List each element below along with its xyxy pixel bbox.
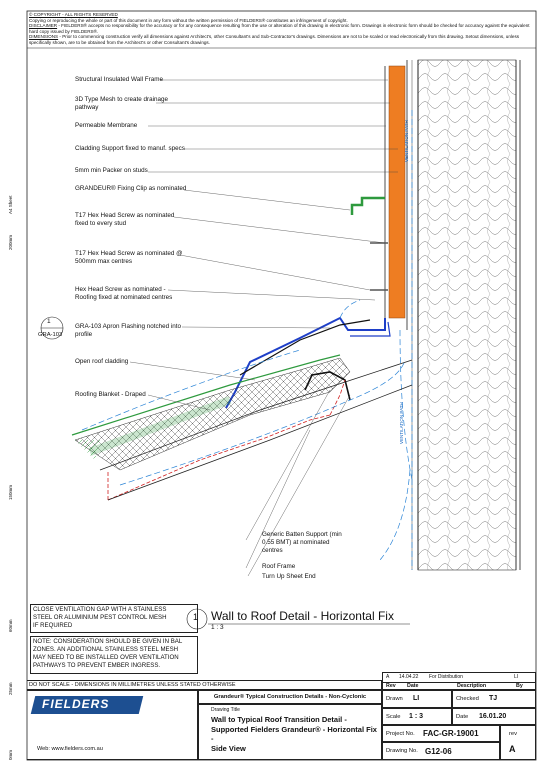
rev-row-by: LI <box>514 674 519 680</box>
drawing-title-line3: Side View <box>211 743 246 753</box>
ruler-0mm: 0mm <box>8 750 13 760</box>
fixing-clip <box>352 198 385 215</box>
logo-block <box>27 690 198 760</box>
ruler-200mm: 200mm <box>8 234 13 250</box>
rev-row-rev: A <box>386 674 390 680</box>
label-fixing-clip: GRANDEUR® Fixing Clip as nominated <box>75 185 187 192</box>
label-cladding-support: Cladding Support fixed to manuf. specs <box>75 145 185 152</box>
drawing-title-line1: Wall to Typical Roof Transition Detail - <box>211 715 347 724</box>
label-open-roof: Open roof cladding <box>75 358 129 365</box>
label-structural-frame: Structural Insulated Wall Frame <box>75 76 163 83</box>
drawing-no-cell: Drawing No. G12-06 <box>382 742 500 760</box>
label-t17-screw-centres: T17 Hex Head Screw as nominated @ <box>75 250 183 257</box>
label-batten-3: centres <box>262 547 283 554</box>
rev-head-date: Date <box>407 683 419 689</box>
drawing-title-block: Drawing Title Wall to Typical Roof Transition Detail - Supported Fielders Grandeur® - Horizontal Fix - Side View <box>198 704 382 760</box>
rev-head-rev: Rev <box>386 683 396 689</box>
vent-path-label-bottom: VENTILATION PATH <box>399 402 404 444</box>
vent-path-label-top: VENTILATION PATH <box>404 120 409 162</box>
checked-cell: Checked TJ <box>452 690 536 708</box>
label-packer: 5mm min Packer on studs <box>75 167 148 174</box>
series-title: Grandeur® Typical Construction Details - Non-Cyclonic <box>198 690 382 704</box>
copyright-line: Copying or reproducing the whole or part of this document in any form without the written permission of FIELDERS® constitutes an infringement of copyright. <box>29 17 348 23</box>
ruler-60mm: 60mm <box>8 619 13 632</box>
label-t17-screw-centres-2: 500mm max centres <box>75 258 133 265</box>
rev-cell: rev A <box>500 725 536 760</box>
rev-row-date: 14.04.22 <box>399 674 419 680</box>
disclaimer-text: DISCLAIMER - FIELDERS® accepts no responsibility for the accuracy or for any consequence resulting from the use or alteration of this drawing in electronic form. Drawings in electronic form should be checked for accuracy against the equivalent hard copy issued by FIELDERS®. <box>29 23 530 34</box>
date-cell: Date 16.01.20 <box>452 708 536 725</box>
label-roof-frame: Roof Frame <box>262 563 296 570</box>
label-t17-screw-2: fixed to every stud <box>75 220 127 227</box>
drawing-title-line2: Supported Fielders Grandeur® - Horizontal Fix - <box>211 724 377 743</box>
website: Web: www.fielders.com.au <box>37 746 103 752</box>
rev-head-by: By <box>516 683 523 689</box>
ref-bubble-number: 1 <box>47 318 51 325</box>
label-hex-screw: Hex Head Screw as nominated - <box>75 286 166 293</box>
label-membrane: Permeable Membrane <box>75 122 138 129</box>
label-hex-screw-2: Roofing fixed at nominated centres <box>75 294 173 301</box>
drawn-cell: Drawn LI <box>382 690 452 708</box>
label-apron-flashing: GRA-103 Apron Flashing notched into <box>75 323 182 330</box>
ref-bubble-sheet: GRA-103 <box>38 332 63 338</box>
project-cell: Project No. FAC-GR-19001 <box>382 725 500 742</box>
detail-number: 1 <box>193 612 199 622</box>
label-turn-up: Turn Up Sheet End <box>262 573 316 580</box>
dimensions-text: DIMENSIONS - Prior to commencing construction verify all dimensions against Architect's, other Consultant's and Sub-Contractor's drawings. Dimensions are not to be scaled or read electronically from this drawing. Setout dimensions, unless specifically shown, are to be obtained from the Architect's or other Consultant's drawings. <box>29 34 520 45</box>
label-3d-mesh: 3D Type Mesh to create drainage <box>75 96 168 103</box>
label-batten-2: 0.55 BMT) at nominated <box>262 539 330 546</box>
do-not-scale-bar: DO NOT SCALE - DIMENSIONS IN MILLIMETRES UNLESS STATED OTHERWISE <box>27 680 382 690</box>
copyright-heading: © COPYRIGHT - ALL RIGHTS RESERVED <box>29 12 118 17</box>
label-3d-mesh-2: pathway <box>75 104 99 111</box>
wall-insulation <box>418 60 516 570</box>
sheet-size-label: A4 Sheet <box>8 195 13 214</box>
detail-title: Wall to Roof Detail - Horizontal Fix <box>211 609 394 623</box>
rev-head-desc: Description <box>457 683 487 689</box>
label-batten: Generic Batten Support (min <box>262 531 342 538</box>
revision-table <box>382 672 536 690</box>
label-apron-flashing-2: profile <box>75 331 93 338</box>
note-bal-zones: NOTE: CONSIDERATION SHOULD BE GIVEN IN BAL ZONES. AN ADDITIONAL STAINLESS STEEL MESH MAY NEED TO BE INSTALLED OVER VENTILATION PATHWAYS TO PREVENT EMBER INGRESS. <box>30 636 198 674</box>
cladding-orange <box>389 66 405 318</box>
label-roofing-blanket: Roofing Blanket - Draped <box>75 391 146 398</box>
scale-cell: Scale 1 : 3 <box>382 708 452 725</box>
detail-scale: 1 : 3 <box>211 624 224 631</box>
logo-text: FIELDERS <box>42 697 110 711</box>
label-t17-screw: T17 Hex Head Screw as nominated <box>75 212 175 219</box>
ruler-25mm: 25mm <box>8 682 13 695</box>
ruler-150mm: 150mm <box>8 484 13 500</box>
rev-row-desc: For Distribution <box>429 674 463 680</box>
note-ventilation-gap: CLOSE VENTILATION GAP WITH A STAINLESS STEEL OR ALUMINIUM PEST CONTROL MESH IF REQUIRED <box>30 604 198 633</box>
